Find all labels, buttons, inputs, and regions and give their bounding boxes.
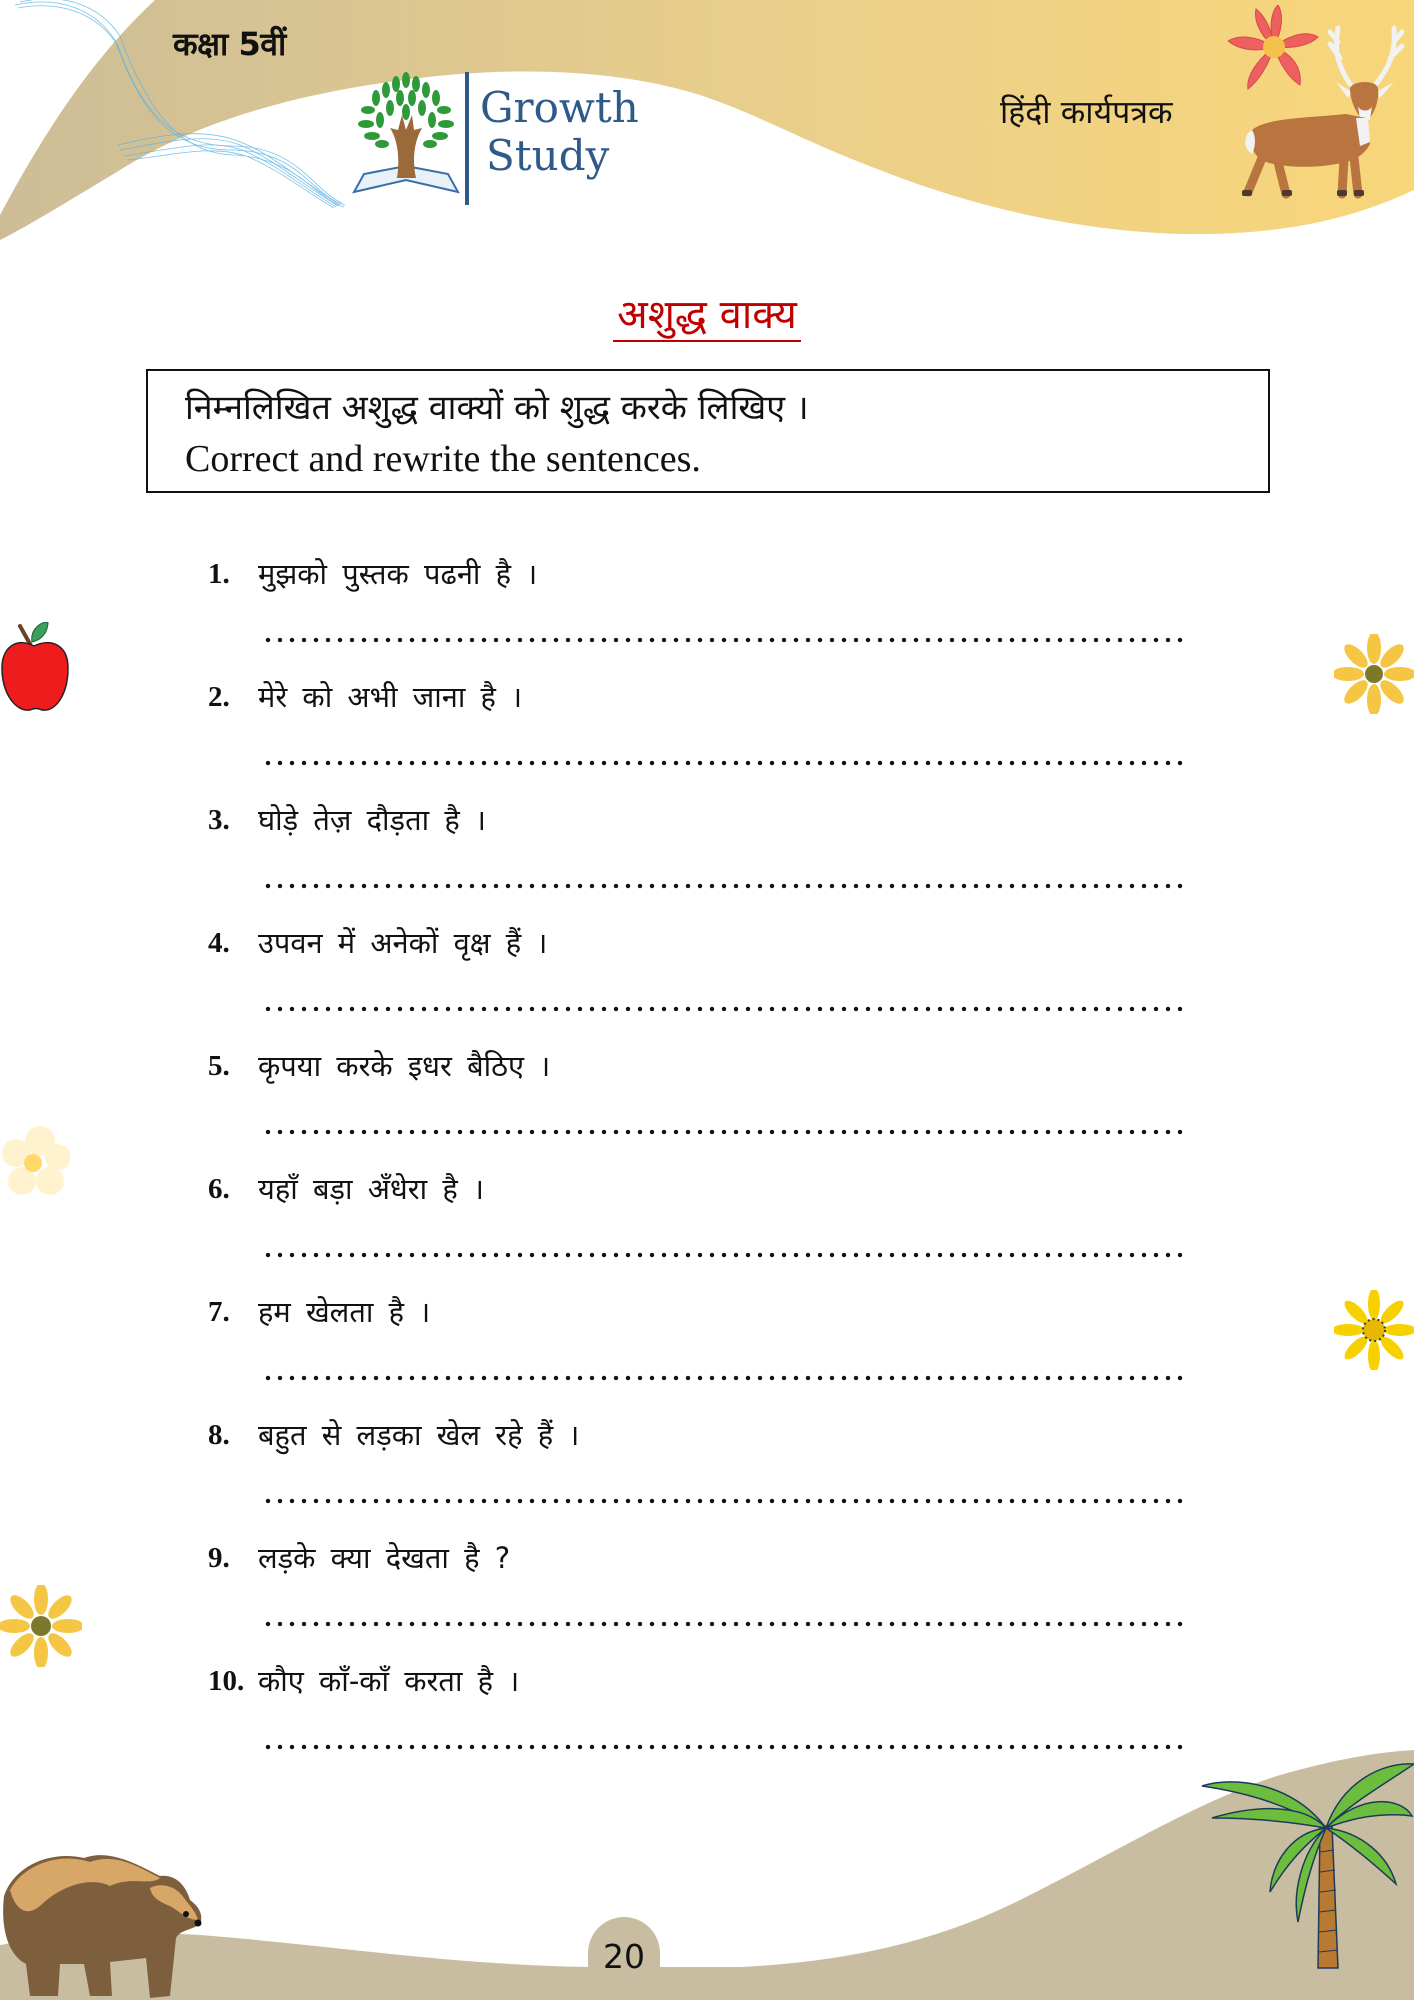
header-title: हिंदी कार्यपत्रक xyxy=(1000,93,1173,131)
answer-line[interactable] xyxy=(262,759,1188,767)
answer-line[interactable] xyxy=(262,1005,1188,1013)
sunflower-icon xyxy=(1334,1290,1414,1370)
answer-line[interactable] xyxy=(262,1128,1188,1136)
answer-line[interactable] xyxy=(262,1497,1188,1505)
question-text: मेरे को अभी जाना है । xyxy=(258,680,523,714)
question-number: 5. xyxy=(208,1050,230,1082)
answer-line[interactable] xyxy=(262,1620,1188,1628)
palm-tree-icon xyxy=(1092,1752,1414,1978)
bear-icon xyxy=(0,1846,206,2000)
apple-icon xyxy=(0,622,72,714)
page-title: अशुद्ध वाक्य xyxy=(613,292,801,342)
question-text: हम खेलता है । xyxy=(258,1295,431,1329)
question-text: बहुत से लड़का खेल रहे हैं । xyxy=(258,1418,580,1452)
question-text: घोड़े तेज़ दौड़ता है । xyxy=(258,803,486,837)
daisy-icon xyxy=(0,1125,70,1197)
deer-icon xyxy=(1226,22,1412,202)
question-text: मुझको पुस्तक पढनी है । xyxy=(258,557,538,591)
answer-line[interactable] xyxy=(262,1251,1188,1259)
answer-line[interactable] xyxy=(262,1743,1188,1751)
logo-line-1: Growth xyxy=(480,83,639,132)
question-number: 9. xyxy=(208,1542,230,1574)
question-number: 1. xyxy=(208,558,230,590)
logo-divider xyxy=(465,72,469,205)
sunflower-icon xyxy=(0,1585,82,1667)
question-text: उपवन में अनेकों वृक्ष हैं । xyxy=(258,926,548,960)
question-number: 8. xyxy=(208,1419,230,1451)
growth-study-logo xyxy=(352,70,642,210)
instructions-box xyxy=(146,369,1270,493)
logo-line-2: Study xyxy=(486,131,610,180)
question-number: 3. xyxy=(208,804,230,836)
instructions-hindi: निम्नलिखित अशुद्ध वाक्यों को शुद्ध करके लिखिए । xyxy=(185,388,809,428)
question-number: 7. xyxy=(208,1296,230,1328)
answer-line[interactable] xyxy=(262,1374,1188,1382)
question-text: कौए काँ-काँ करता है । xyxy=(258,1664,520,1698)
answer-line[interactable] xyxy=(262,636,1188,644)
question-text: लड़के क्या देखता है ? xyxy=(258,1541,511,1575)
question-number: 4. xyxy=(208,927,230,959)
logo-text xyxy=(480,84,639,180)
question-number: 6. xyxy=(208,1173,230,1205)
question-number: 10. xyxy=(208,1665,245,1697)
page-title-wrapper xyxy=(0,285,1414,340)
instructions-english: Correct and rewrite the sentences. xyxy=(185,438,701,480)
page-number: 20 xyxy=(588,1917,660,2000)
grade-label: कक्षा 5वीं xyxy=(173,25,286,63)
sunflower-icon xyxy=(1334,634,1414,714)
question-text: यहाँ बड़ा अँधेरा है । xyxy=(258,1172,484,1206)
question-number: 2. xyxy=(208,681,230,713)
question-text: कृपया करके इधर बैठिए । xyxy=(258,1049,551,1083)
answer-line[interactable] xyxy=(262,882,1188,890)
tree-on-book-icon xyxy=(352,70,460,200)
